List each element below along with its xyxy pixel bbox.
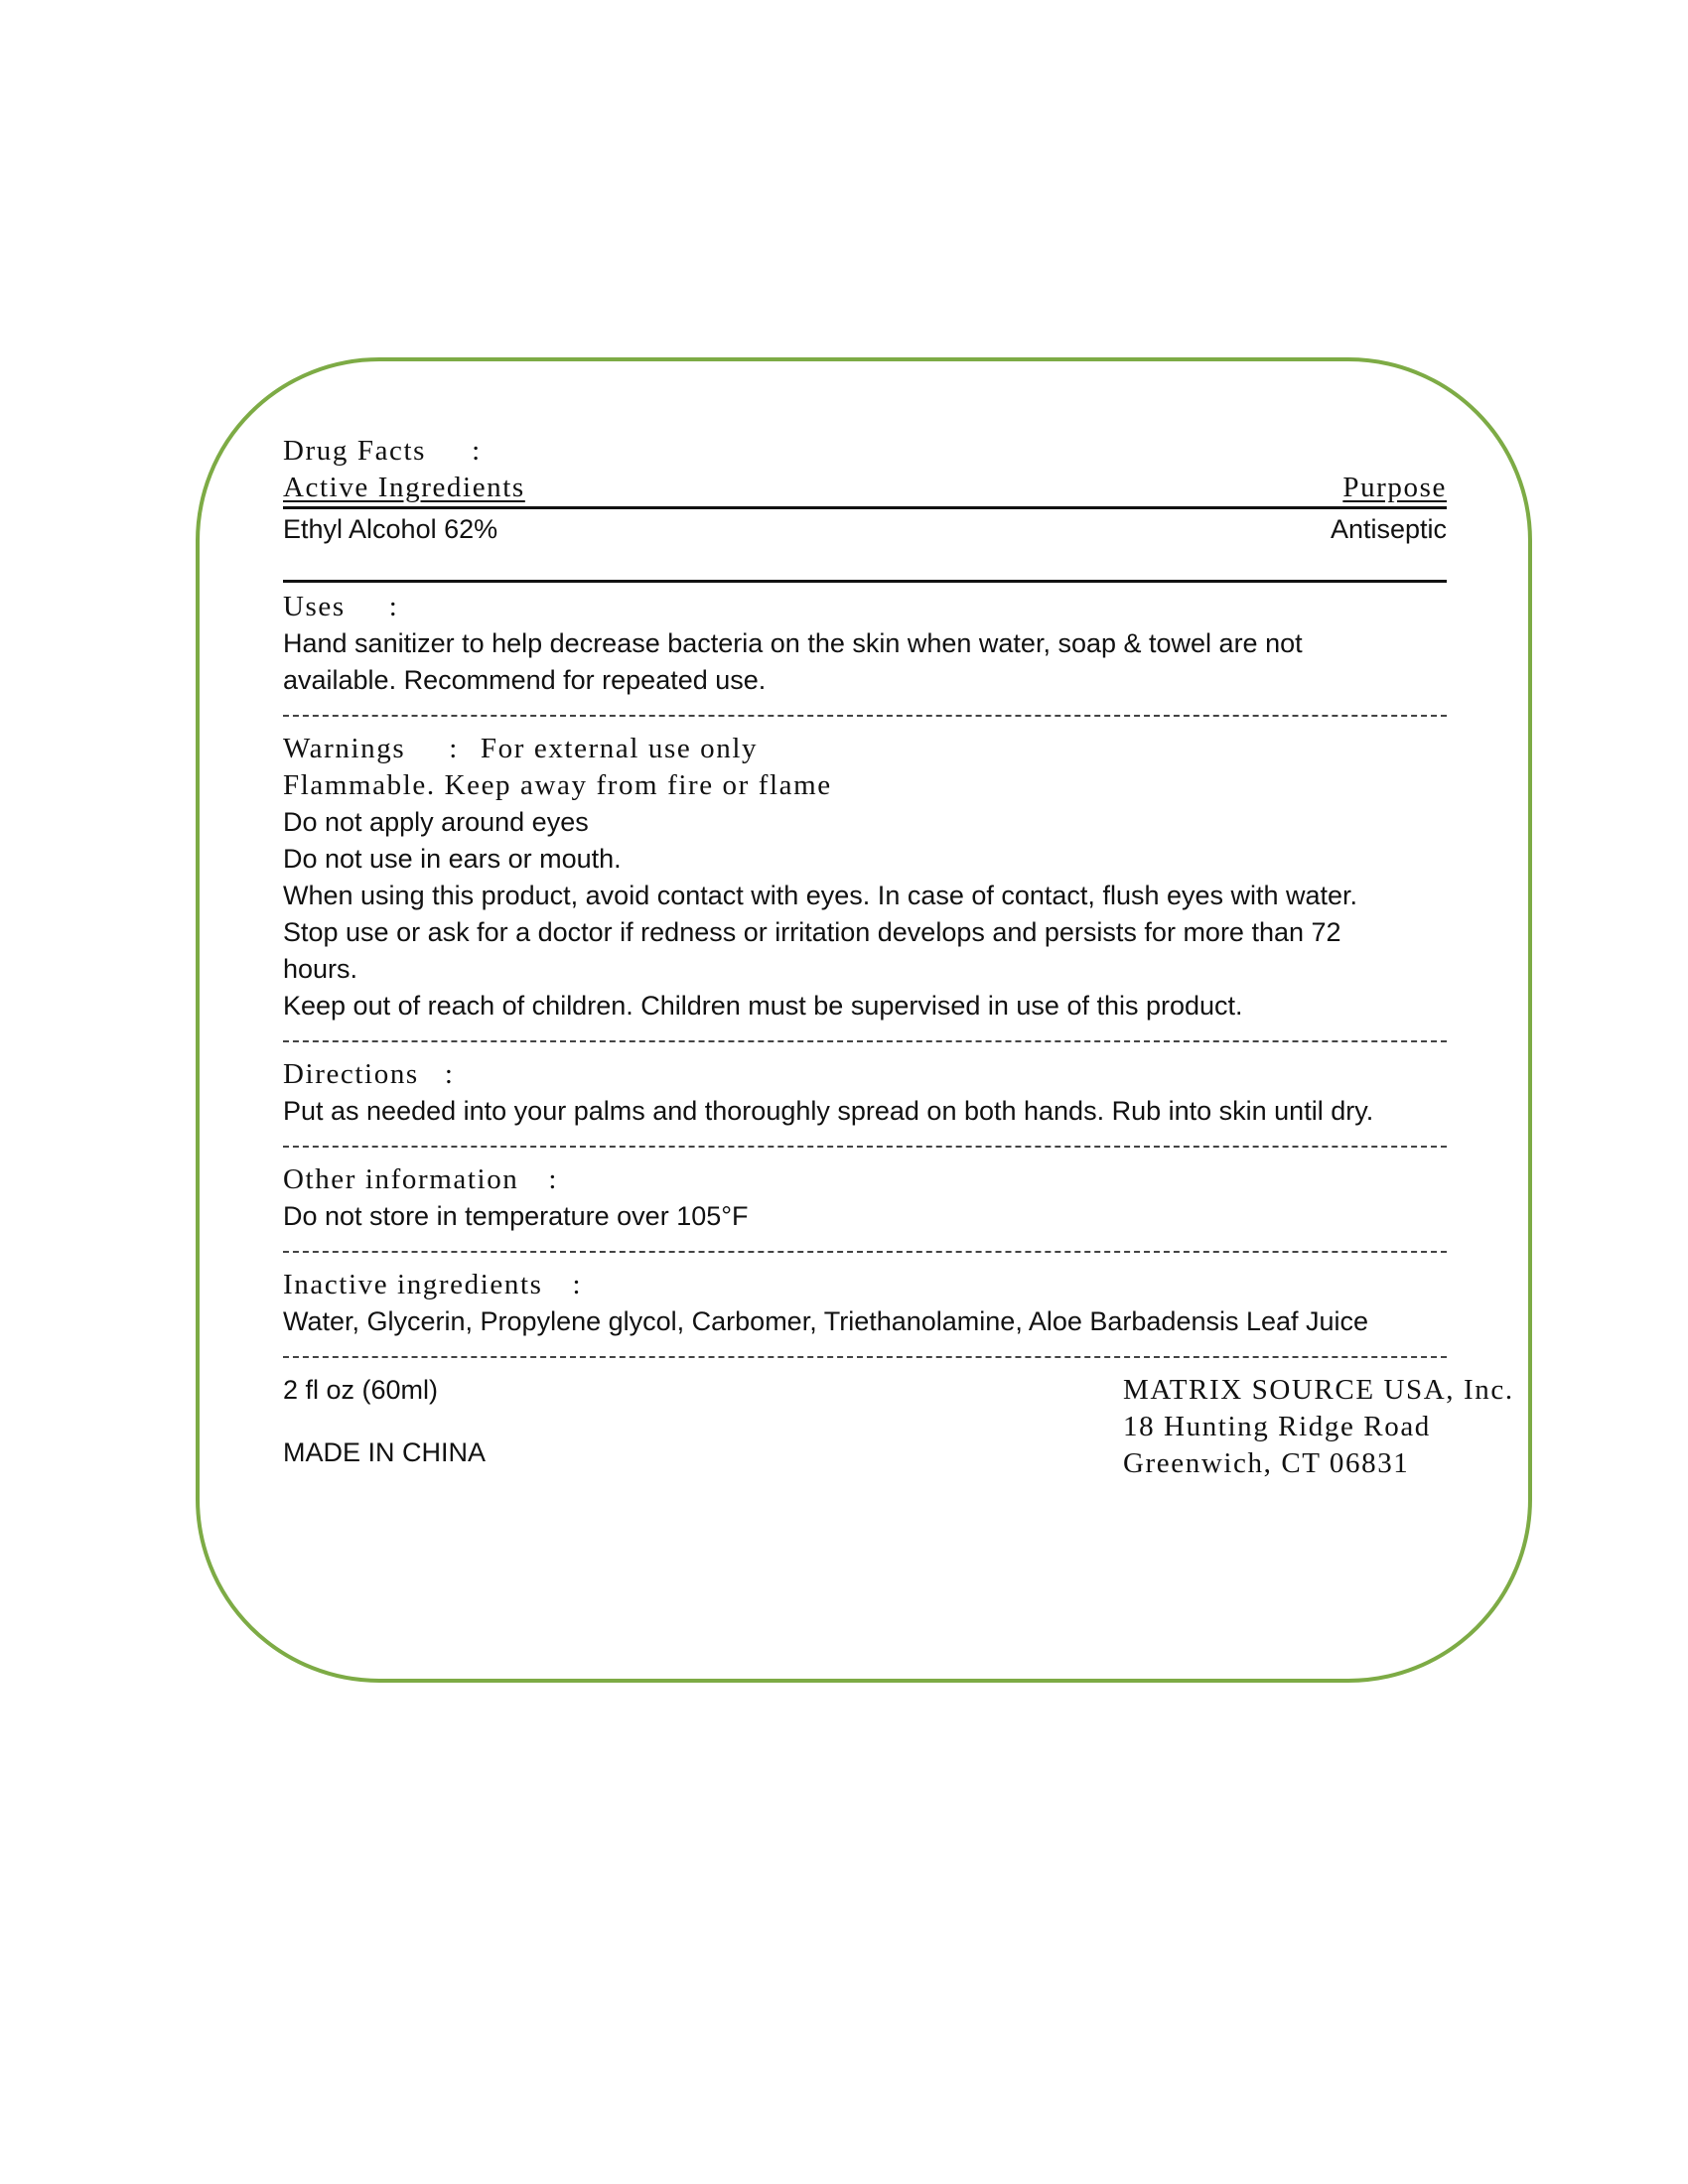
other-info-colon: : xyxy=(548,1163,559,1195)
origin: MADE IN CHINA xyxy=(283,1437,487,1467)
active-section-rule xyxy=(283,580,1447,583)
company-address-line1: 18 Hunting Ridge Road xyxy=(1123,1411,1431,1442)
warnings-heading: Warnings xyxy=(283,733,406,764)
company-name: MATRIX SOURCE USA, Inc. xyxy=(1123,1374,1514,1406)
active-purpose: Antiseptic xyxy=(1330,514,1447,544)
warning-line: Do not use in ears or mouth. xyxy=(283,844,622,874)
dashed-divider xyxy=(283,1356,1447,1358)
uses-heading-row xyxy=(283,589,1447,625)
uses-text: Hand sanitizer to help decrease bacteria on the skin when water, soap & towel are not available. Recommend for repeated use. xyxy=(283,628,1303,695)
warning-line: Stop use or ask for a doctor if redness or irritation develops and persists for more than 72 hours. xyxy=(283,917,1341,984)
dashed-divider xyxy=(283,715,1447,717)
warning-line: Do not apply around eyes xyxy=(283,807,589,837)
dashed-divider xyxy=(283,1251,1447,1253)
warning-line: When using this product, avoid contact with eyes. In case of contact, flush eyes with water. xyxy=(283,881,1358,910)
uses-colon: : xyxy=(388,591,399,622)
company-address-line2: Greenwich, CT 06831 xyxy=(1123,1447,1410,1479)
active-ingredients-header xyxy=(283,470,1447,506)
drug-facts-title: Drug Facts xyxy=(283,435,427,467)
inactive-heading: Inactive ingredients xyxy=(283,1269,543,1300)
warnings-external: For external use only xyxy=(480,733,759,764)
directions-colon: : xyxy=(444,1058,455,1090)
inactive-heading-row xyxy=(283,1267,1447,1303)
uses-heading: Uses xyxy=(283,591,346,622)
header-rule xyxy=(283,506,1447,509)
active-ingredient: Ethyl Alcohol 62% xyxy=(283,514,498,544)
other-info-text: Do not store in temperature over 105°F xyxy=(283,1201,749,1231)
warnings-heading-row xyxy=(283,731,1447,767)
dashed-divider xyxy=(283,1040,1447,1042)
directions-heading: Directions xyxy=(283,1058,419,1090)
directions-heading-row xyxy=(283,1056,1447,1093)
purpose-heading: Purpose xyxy=(1342,472,1447,503)
active-ingredient-row xyxy=(283,511,1447,548)
directions-text: Put as needed into your palms and thoroughly spread on both hands. Rub into skin until dry. xyxy=(283,1096,1374,1126)
drug-facts-title-row xyxy=(283,433,1447,470)
drug-facts-colon: : xyxy=(472,435,482,467)
label-footer xyxy=(283,1372,1514,1501)
volume: 2 fl oz (60ml) xyxy=(283,1375,439,1405)
warnings-flammable: Flammable. Keep away from fire or flame xyxy=(283,769,832,801)
active-ingredients-heading: Active Ingredients xyxy=(283,472,525,503)
dashed-divider xyxy=(283,1146,1447,1148)
inactive-colon: : xyxy=(572,1269,583,1300)
other-info-heading: Other information xyxy=(283,1163,519,1195)
drug-facts-panel xyxy=(283,433,1514,1501)
warnings-colon: : xyxy=(449,733,459,764)
inactive-text: Water, Glycerin, Propylene glycol, Carbomer, Triethanolamine, Aloe Barbadensis Leaf Juice xyxy=(283,1306,1369,1336)
other-info-heading-row xyxy=(283,1161,1447,1198)
warning-line: Keep out of reach of children. Children must be supervised in use of this product. xyxy=(283,991,1243,1021)
